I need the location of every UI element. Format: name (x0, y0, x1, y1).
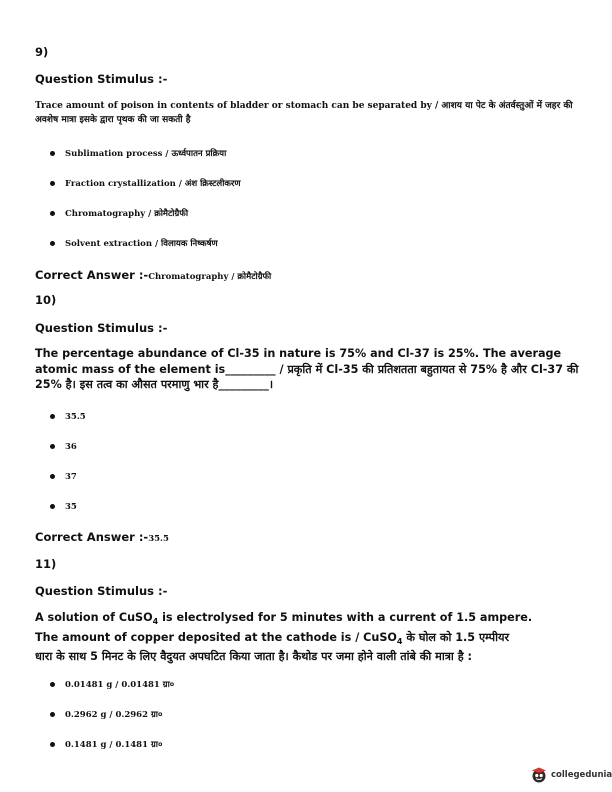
correct-answer-label: Correct Answer :- (35, 268, 149, 282)
question-10-option (50, 411, 86, 441)
question-9-option (50, 208, 241, 238)
question-10-number: 10) (35, 293, 57, 307)
bullet (50, 151, 55, 156)
question-9-option (50, 148, 241, 178)
bullet (50, 742, 55, 747)
correct-answer-label: Correct Answer :- (35, 530, 149, 544)
question-9-option (50, 178, 241, 208)
option-text: Fraction crystallization / अंश क्रिस्टलीकरण (65, 179, 241, 189)
option-text: 35.5 (65, 412, 86, 422)
question-9-text: Trace amount of poison in contents of bladder or stomach can be separated by / आशय या पेट के अंतर्वस्तुओं में जहर की अवशेष मात्रा इसके द्वारा पृथक की जा सकती है (35, 101, 573, 125)
question-11-text-line-3: धारा के साथ 5 मिनट के लिए वैदुयत अपघटित किया जाता है। कैथोड पर जमा होने वाली तांबे की मात्रा है : (35, 650, 473, 664)
subscript: 4 (396, 636, 403, 646)
correct-answer-value: 35.5 (148, 534, 169, 544)
question-11-stimulus-label: Question Stimulus :- (35, 584, 168, 598)
option-text: 0.1481 g / 0.1481 ग्रा० (65, 740, 163, 750)
text-run: The amount of copper deposited at the cathode is / CuSO (35, 630, 397, 644)
bullet (50, 444, 55, 449)
question-10-correct-answer (35, 526, 169, 545)
mascot-icon (530, 766, 548, 784)
option-text: Solvent extraction / विलायक निष्कर्षण (65, 239, 218, 249)
question-10-options (50, 411, 86, 531)
text-run: के घोल को 1.5 एम्पीयर (402, 630, 510, 644)
option-text: 37 (65, 472, 77, 482)
bullet (50, 211, 55, 216)
question-10-option (50, 441, 86, 471)
bullet (50, 241, 55, 246)
bullet (50, 414, 55, 419)
collegedunia-logo (530, 765, 612, 785)
question-9-options (50, 148, 241, 268)
bullet (50, 504, 55, 509)
option-text: Sublimation process / ऊर्ध्वपातन प्रक्रिया (65, 149, 227, 159)
question-11-number: 11) (35, 557, 57, 571)
bullet (50, 682, 55, 687)
text-run: is electrolysed for 5 minutes with a current of 1.5 ampere. (158, 611, 533, 624)
correct-answer-value: Chromatography / क्रोमैटोग्रैफी (148, 272, 272, 282)
question-10-stimulus-label: Question Stimulus :- (35, 321, 168, 335)
question-10-option (50, 471, 86, 501)
option-text: 0.2962 g / 0.2962 ग्रा० (65, 710, 163, 720)
option-text: 36 (65, 442, 77, 452)
bullet (50, 712, 55, 717)
bullet (50, 474, 55, 479)
subscript: 4 (152, 617, 159, 627)
question-11-text-line-2 (35, 630, 580, 650)
question-10-text: The percentage abundance of Cl-35 in nature is 75% and Cl-37 is 25%. The average atomic mass of the element is_________ / प्रकृति में Cl-35 की प्रतिशतता बहुतायत से 75% है और Cl-37 की 25% है। इस तत्व का औसत परमाणु भार है_________। (35, 347, 579, 391)
question-9-correct-answer (35, 264, 271, 283)
question-9-stimulus-label: Question Stimulus :- (35, 72, 168, 86)
question-11-option (50, 739, 174, 769)
text-run: A solution of CuSO (35, 611, 153, 624)
option-text: Chromatography / क्रोमैटोग्रैफी (65, 209, 189, 219)
question-9-number: 9) (35, 45, 49, 59)
bullet (50, 181, 55, 186)
question-11-text-line-1 (35, 610, 580, 630)
option-text: 35 (65, 502, 77, 512)
question-11-text (35, 610, 580, 665)
logo-text: collegedunia (551, 770, 612, 780)
question-11-options (50, 679, 174, 769)
question-11-option (50, 709, 174, 739)
question-11-option (50, 679, 174, 709)
option-text: 0.01481 g / 0.01481 ग्रा० (65, 680, 175, 690)
